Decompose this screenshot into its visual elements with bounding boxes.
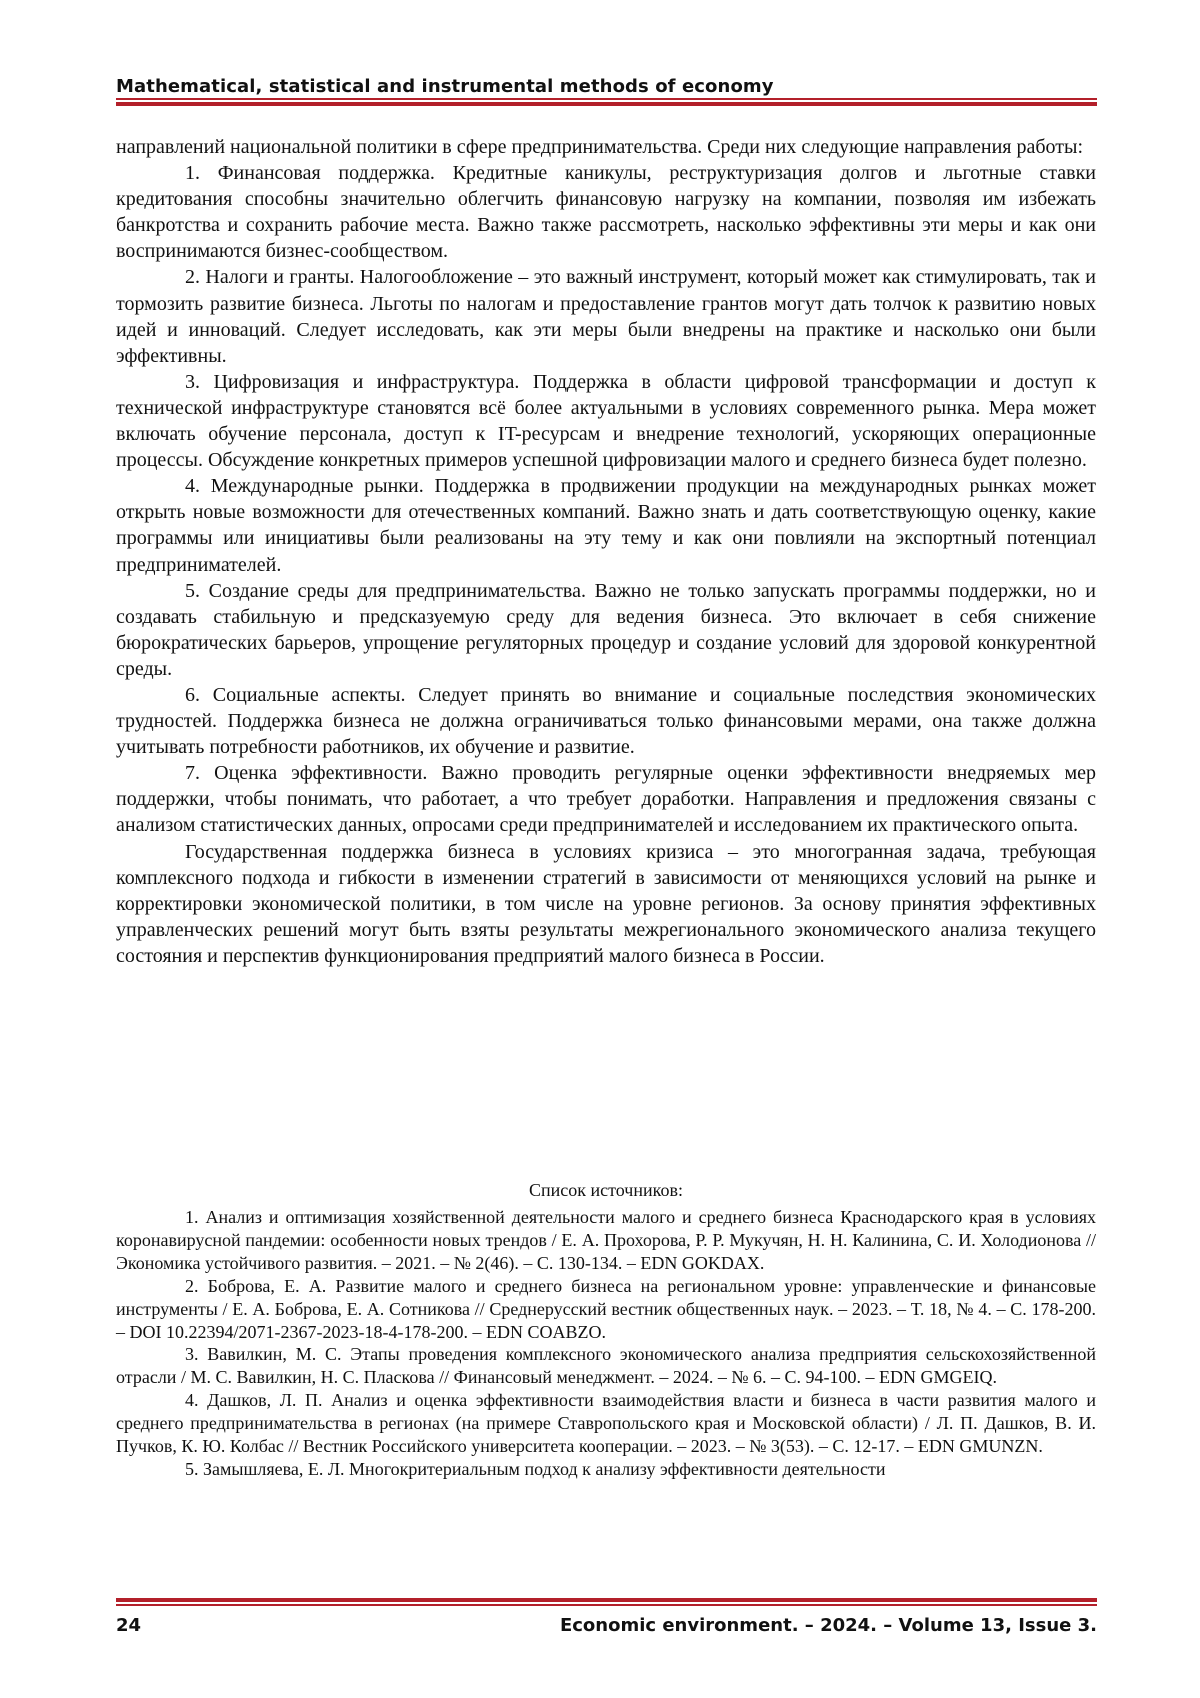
article-body [116,134,1096,969]
paragraph-continuation: направлений национальной политики в сфере предпринимательства. Среди них следующие направления работы: [116,136,1084,158]
paragraph-item-4: 4. Международные рынки. Поддержка в продвижении продукции на международных рынках может открыть новые возможности для отечественных компаний. Важно знать и дать соответствующую оценку, какие программы или инициативы были реализованы на эту тему и как они повлияли на экспортный потенциал предпринимателей. [116,475,1096,576]
header-rule-thick [116,102,1097,106]
references-heading: Список источников: [529,1180,683,1200]
paragraph-item-6: 6. Социальные аспекты. Следует принять во внимание и социальные последствия экономических трудностей. Поддержка бизнеса не должна ограничиваться только финансовыми мерами, она также должна учитывать потребности работников, их обучение и развитие. [116,683,1096,759]
paragraph-item-7: 7. Оценка эффективности. Важно проводить регулярные оценки эффективности внедряемых мер поддержки, чтобы понимать, что работает, а что требует доработки. Направления и предложения связаны с анализом статистических данных, опросами среди предпринимателей и исследованием их практического опыта. [116,762,1096,837]
page-number: 24 [116,1615,142,1636]
paragraph-item-2: 2. Налоги и гранты. Налогообложение – это важный инструмент, который может как стимулировать, так и тормозить развитие бизнеса. Льготы по налогам и предоставление грантов могут дать толчок к развитию новых идей и инноваций. Следует исследовать, как эти меры были внедрены на практике и насколько они были эффективны. [116,266,1096,367]
reference-item: 1. Анализ и оптимизация хозяйственной деятельности малого и среднего бизнеса Краснодарского края в условиях коронавирусной пандемии: особенности новых трендов / Е. А. Прохорова, Р. Р. Мукучян, Н. Н. Калинина, С. И. Холодионова // Экономика устойчивого развития. – 2021. – № 2(46). – С. 130-134. – EDN GOKDAX. [116,1207,1096,1273]
journal-citation: Economic environment. – 2024. – Volume 13, Issue 3. [559,1615,1097,1636]
footer-rule-thin [116,1604,1097,1606]
reference-item: 3. Вавилкин, М. С. Этапы проведения комплексного экономического анализа предприятия сельскохозяйственной отрасли / М. С. Вавилкин, Н. С. Пласкова // Финансовый менеджмент. – 2024. – № 6. – С. 94-100. – EDN GMGEIQ. [116,1344,1096,1388]
header-rule-thin [116,98,1097,100]
paragraph-conclusion: Государственная поддержка бизнеса в условиях кризиса – это многогранная задача, требующая комплексного подхода и гибкости в изменении стратегий в зависимости от меняющихся условий на рынке и корректировки экономической политики, в том числе на уровне регионов. За основу принятия эффективных управленческих решений могут быть взяты результаты межрегионального экономического анализа текущего состояния и перспектив функционирования предприятий малого бизнеса в России. [116,840,1096,967]
footer-rule-thick [116,1598,1097,1602]
reference-item: 2. Боброва, Е. А. Развитие малого и среднего бизнеса на региональном уровне: управленческие и финансовые инструменты / Е. А. Боброва, Е. А. Сотникова // Среднерусский вестник общественных наук. – 2023. – Т. 18, № 4. – С. 178-200. – DOI 10.22394/2071-2367-2023-18-4-178-200. – EDN COABZO. [116,1275,1096,1342]
reference-item: 5. Замышляева, Е. Л. Многокритериальным подход к анализу эффективности деятельности [185,1458,886,1479]
references-list [116,1206,1096,1481]
paragraph-item-3: 3. Цифровизация и инфраструктура. Поддержка в области цифровой трансформации и доступ к технической инфраструктуре становятся всё более актуальными в условиях современного рынка. Мера может включать обучение персонала, доступ к IT-ресурсам и внедрение технологий, ускоряющих операционные процессы. Обсуждение конкретных примеров успешной цифровизации малого и среднего бизнеса будет полезно. [116,370,1096,472]
paragraph-item-5: 5. Создание среды для предпринимательства. Важно не только запускать программы поддержки, но и создавать стабильную и предсказуемую среду для ведения бизнеса. Это включает в себя снижение бюрократических барьеров, упрощение регуляторных процедур и создание условий для здоровой конкурентной среды. [116,579,1096,680]
paragraph-item-1: 1. Финансовая поддержка. Кредитные каникулы, реструктуризация долгов и льготные ставки кредитования способны значительно облегчить финансовую нагрузку на компании, позволяя им избежать банкротства и сохранить рабочие места. Важно также рассмотреть, насколько эффективны эти меры и как они воспринимаются бизнес-сообществом. [116,162,1096,263]
running-header-title: Mathematical, statistical and instrumental methods of economy [116,76,774,97]
reference-item: 4. Дашков, Л. П. Анализ и оценка эффективности взаимодействия власти и бизнеса в части развития малого и среднего предпринимательства в регионах (на примере Ставропольского края и Московской области) / Л. П. Дашков, В. И. Пучков, К. Ю. Колбас // Вестник Российского университета кооперации. – 2023. – № 3(53). – С. 12-17. – EDN GMUNZN. [116,1390,1096,1457]
